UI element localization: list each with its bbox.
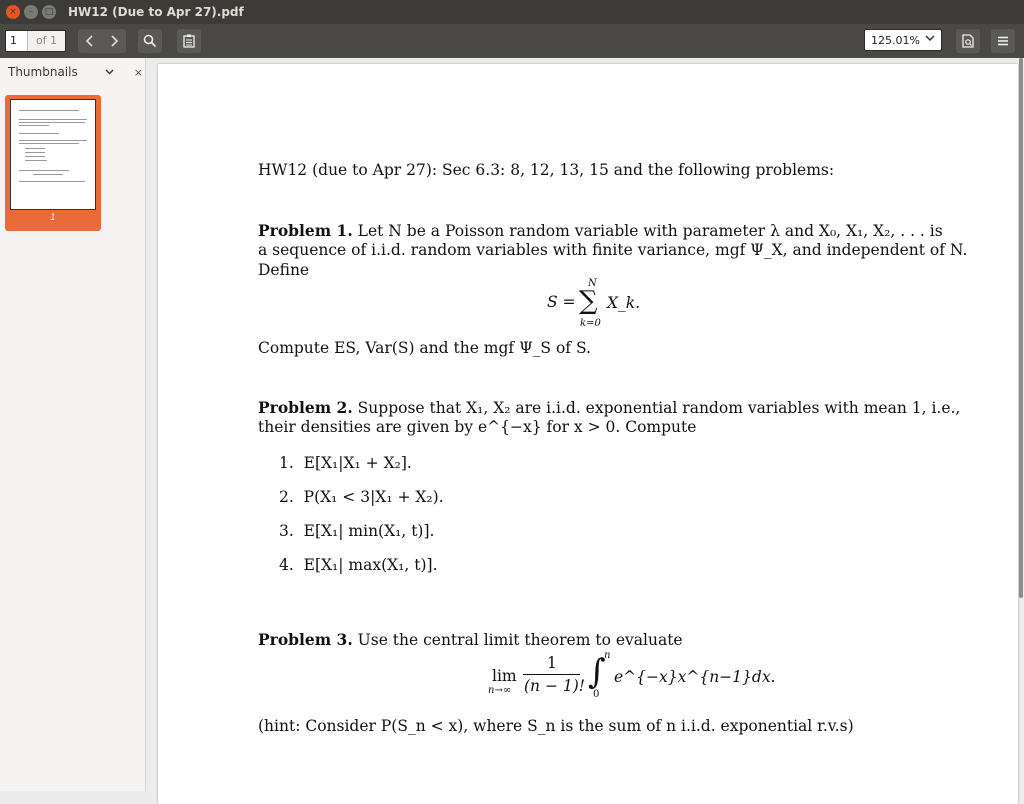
thumbnail-page-number: 1 [50, 213, 56, 223]
formula-s-rhs: X_k. [607, 294, 641, 312]
thumbnail-preview [10, 99, 96, 210]
limit-label: lim [492, 667, 517, 685]
document-view[interactable] [146, 58, 1024, 791]
fraction-numerator: 1 [547, 654, 557, 672]
title-bar [0, 0, 1024, 24]
next-page-button[interactable] [102, 29, 126, 53]
document-properties-button[interactable] [956, 29, 980, 53]
minimize-window-icon[interactable]: – [24, 5, 38, 19]
problem-3-hint: (hint: Consider P(S_n < x), where S_n is the sum of n i.i.d. exponential r.v.s) [258, 717, 854, 735]
formula-s-lhs: S = [547, 293, 576, 311]
pdf-page [158, 64, 1018, 804]
problem-2-line-2: their densities are given by e^{−x} for x > 0. Compute [258, 418, 697, 436]
page-indicator [5, 30, 66, 52]
problem-2-title: Problem 2. [258, 398, 353, 417]
problem-2-item-4: 4. E[X₁| max(X₁, t)]. [279, 556, 438, 574]
chevron-left-icon [85, 35, 95, 47]
chevron-down-icon [925, 33, 935, 46]
integral-symbol: ∫ [588, 652, 606, 692]
zoom-select[interactable] [864, 29, 942, 51]
hamburger-menu-icon [997, 35, 1009, 47]
problem-3-title: Problem 3. [258, 630, 353, 649]
previous-page-button[interactable] [78, 29, 102, 53]
close-window-icon[interactable]: × [6, 5, 20, 19]
problem-2-item-1: 1. E[X₁|X₁ + X₂]. [279, 454, 412, 472]
thumbnails-sidebar [0, 58, 146, 791]
integral-lower-limit: 0 [593, 689, 600, 700]
problem-1-line-2: a sequence of i.i.d. random variables with finite variance, mgf Ψ_X, and independent of N. [258, 241, 968, 259]
limit-subscript: n→∞ [488, 685, 512, 696]
sidebar-header [0, 58, 145, 86]
problem-2-item-3: 3. E[X₁| min(X₁, t)]. [279, 522, 435, 540]
problem-1-line-1: Problem 1. Let N be a Poisson random variable with parameter λ and X₀, X₁, X₂, . . . is [258, 221, 943, 240]
clipboard-icon [183, 34, 195, 48]
maximize-window-icon[interactable]: □ [42, 5, 56, 19]
menu-button[interactable] [991, 29, 1015, 53]
page-thumbnail[interactable] [5, 95, 101, 231]
chevron-down-icon[interactable] [105, 66, 114, 79]
current-page-input[interactable]: 1 [6, 31, 28, 51]
sum-upper-limit: N [588, 278, 597, 289]
search-button[interactable] [138, 29, 162, 53]
problem-1-title: Problem 1. [258, 221, 353, 240]
sum-lower-limit: k=0 [580, 318, 601, 329]
problem-1-compute: Compute ES, Var(S) and the mgf Ψ_S of S. [258, 339, 591, 357]
sum-symbol: ∑ [579, 286, 598, 316]
fraction-denominator: (n − 1)! [524, 677, 586, 695]
sidebar-mode-label[interactable]: Thumbnails [8, 65, 78, 79]
page-heading: HW12 (due to Apr 27): Sec 6.3: 8, 12, 13, 15 and the following problems: [258, 161, 835, 179]
document-search-icon [962, 34, 974, 48]
window-title: HW12 (Due to Apr 27).pdf [68, 5, 244, 19]
toolbar [0, 24, 1024, 58]
problem-3-line-1: Problem 3. Use the central limit theorem to evaluate [258, 630, 683, 649]
page-nav-group [78, 29, 126, 53]
zoom-value: 125.01% [871, 33, 920, 47]
document-scrollbar[interactable] [1019, 58, 1023, 598]
integral-upper-limit: n [604, 650, 611, 661]
close-sidebar-icon[interactable]: × [133, 65, 143, 79]
chevron-right-icon [109, 35, 119, 47]
problem-2-item-2: 2. P(X₁ < 3|X₁ + X₂). [279, 488, 444, 506]
annotations-button[interactable] [177, 29, 201, 53]
search-icon [143, 34, 157, 48]
integrand: e^{−x}x^{n−1}dx. [614, 668, 776, 686]
problem-1-line-3: Define [258, 261, 310, 279]
problem-2-line-1: Problem 2. Suppose that X₁, X₂ are i.i.d. exponential random variables with mean 1, i.e., [258, 398, 961, 417]
total-pages-label: of 1 [28, 31, 65, 51]
fraction-bar [523, 674, 580, 675]
